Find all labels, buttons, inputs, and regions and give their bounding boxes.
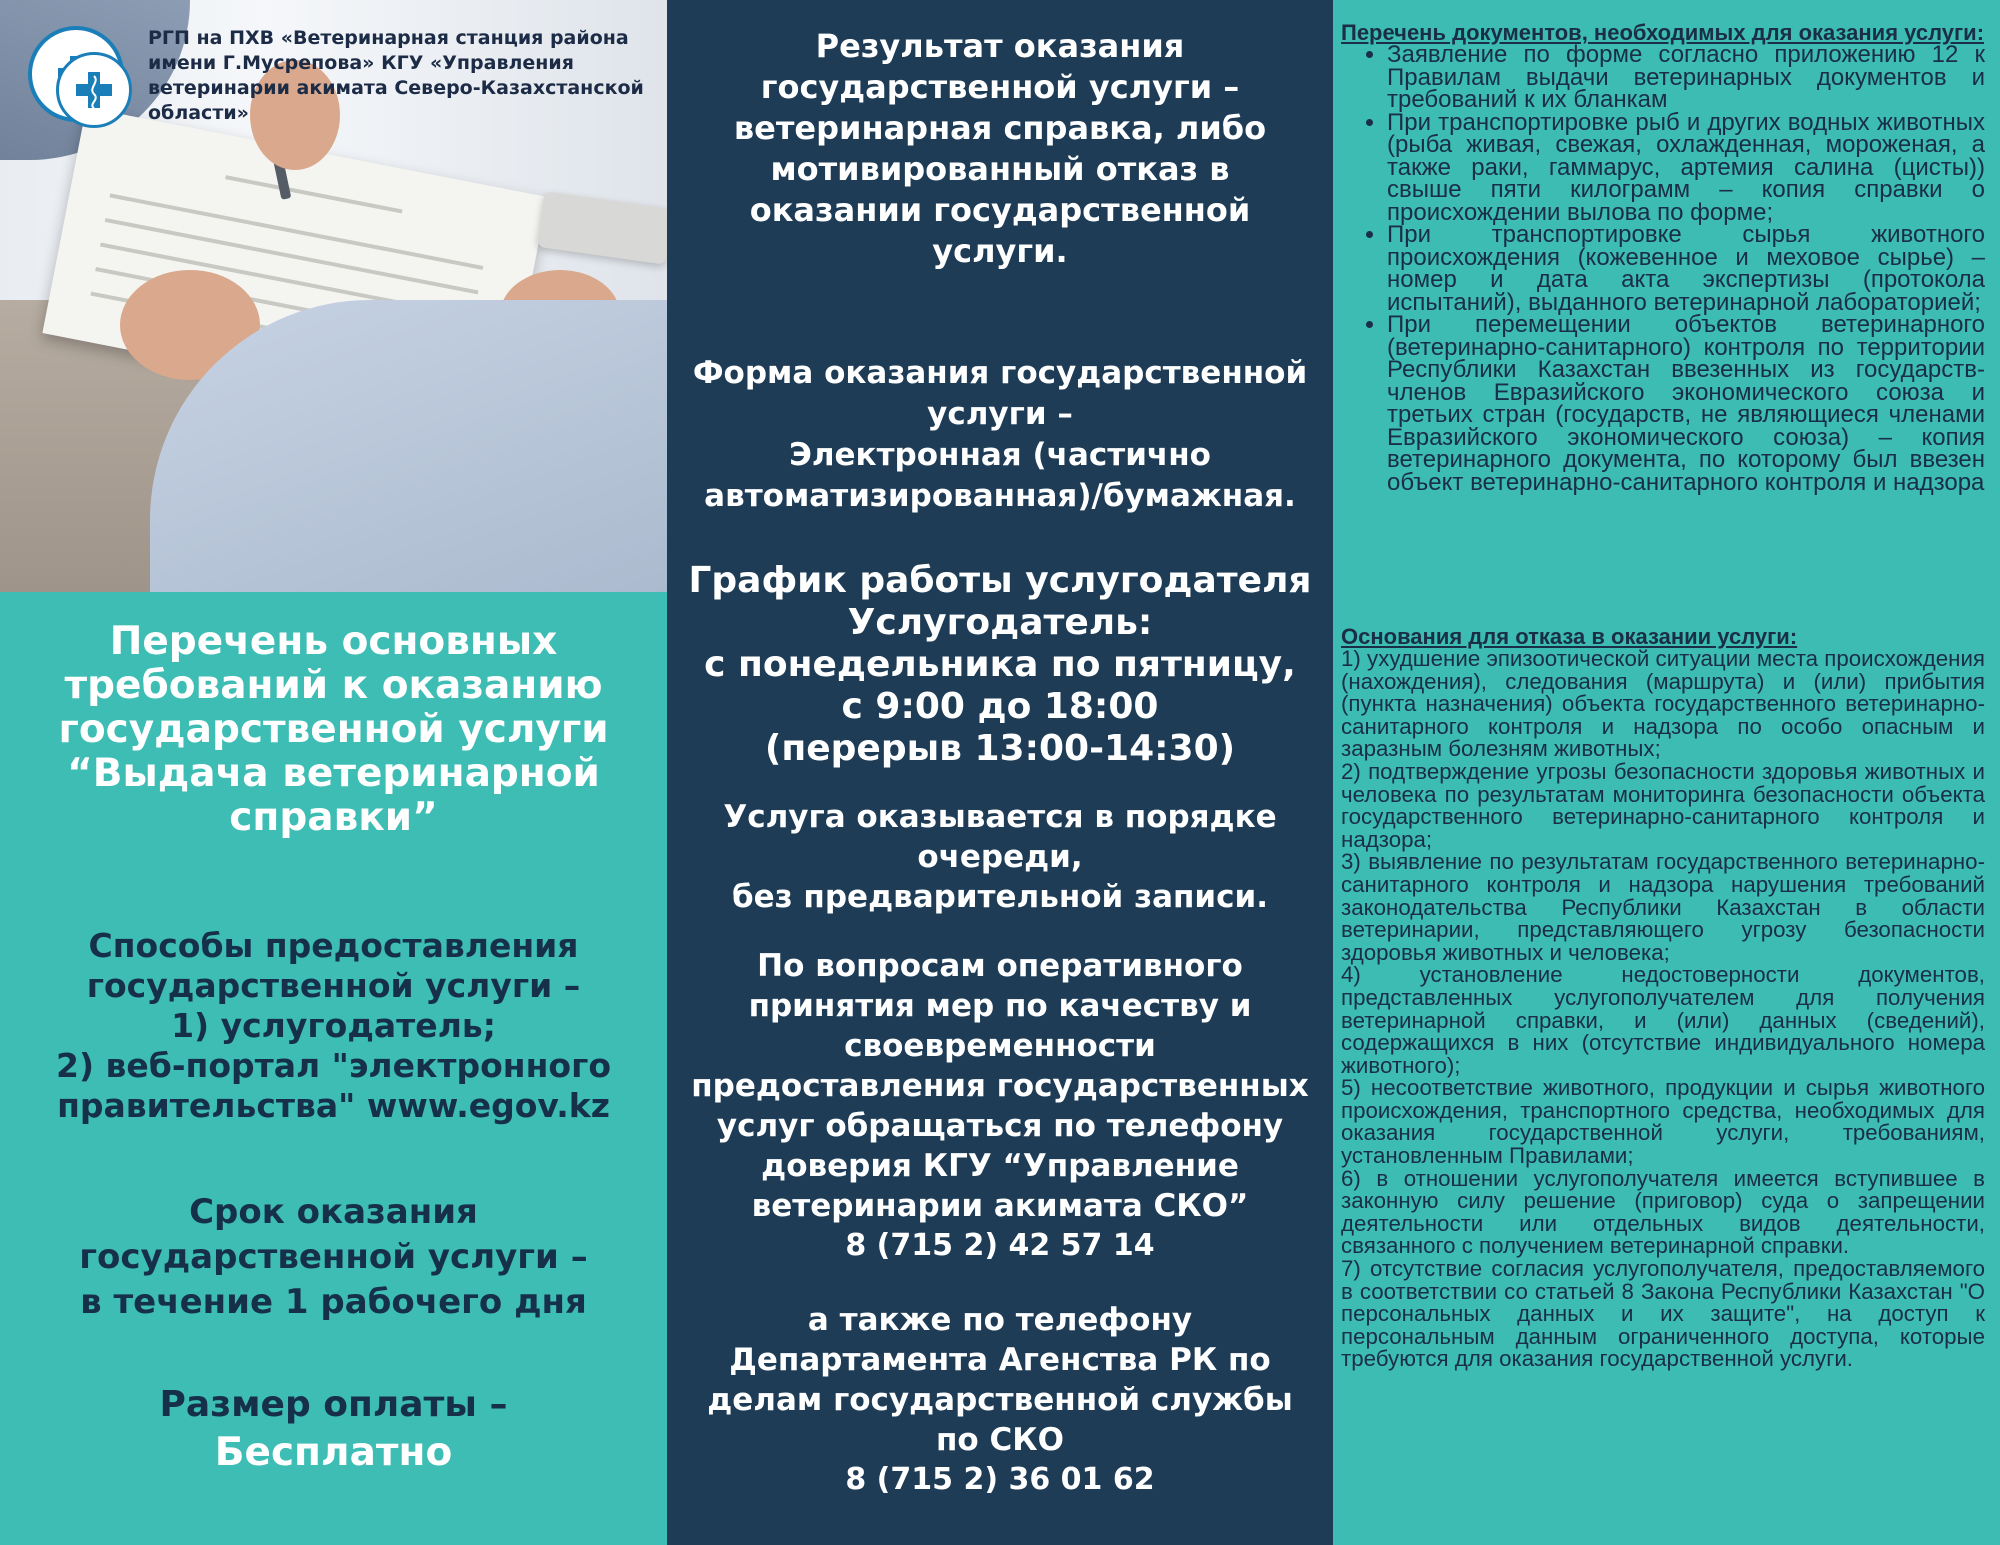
service-term: Срок оказания государственной услуги – в течение 1 рабочего дня <box>79 1192 588 1322</box>
department-info: а также по телефону Департамента Агенства РК по делам государственной службы по СКО 8 (715 2) 36 01 62 <box>667 1300 1333 1500</box>
vet-station-logo-secondary-icon <box>56 52 132 128</box>
list-item: • При перемещении объектов ветеринарного (ветеринарно-санитарного) контроля по территории Республики Казахстан ввезенных из государств-членов Евразийского экономического союза и третьих стран (государств, не являющиеся членами Евразийского экономического союза) – копия ветеринарного документа, по которому был ввезен объект ветеринарно-санитарного контроля и надзора <box>1387 314 1985 494</box>
list-item: 7) отсутствие согласия услугополучателя, предоставляемого в соответствии со статьей 8 Закона Республики Казахстан "О персональных данных и их защите", на доступ к персональным данным ограниченного доступа, которые требуются для оказания государственной услуги. <box>1341 1256 1985 1372</box>
service-form: Форма оказания государственной услуги – Электронная (частично автоматизированная)/бумажная. <box>692 355 1308 514</box>
list-item: 3) выявление по результатам государственного ветеринарно-санитарного контроля и надзора нарушения требований законодательства Республики Казахстан в области ветеринарии, представляющего угрозу безопасности здоровья животных и человека; <box>1341 849 1985 965</box>
middle-panel <box>667 0 1333 1545</box>
work-schedule: График работы услугодателя Услугодатель: с понедельника по пятницу, с 9:00 до 18:00 (перерыв 13:00-14:30) <box>688 560 1312 769</box>
hotline-info: По вопросам оперативного принятия мер по качеству и своевременности предоставления государственных услуг обращаться по телефону доверия КГУ “Управление ветеринарии акимата СКО” 8 (715 2) 42 57 14 <box>667 946 1333 1266</box>
refusal-grounds-heading: Основания для отказа в оказании услуги: <box>1341 624 1798 649</box>
hotline-phone[interactable]: 8 (715 2) 42 57 14 <box>845 1228 1155 1263</box>
department-phone[interactable]: 8 (715 2) 36 01 62 <box>845 1462 1155 1497</box>
list-item: • При транспортировке сырья животного происхождения (кожевенное и меховое сырье) – номер и дата акта экспертизы (протокола испытаний), выданного ветеринарной лабораторией; <box>1387 224 1985 314</box>
list-item: 4) установление недостоверности документов, представленных услугополучателем для получения ветеринарной справки, и (или) данных (сведений), содержащихся в них (отсутствие индивидуального номера животного); <box>1341 962 1985 1078</box>
refusal-grounds <box>1341 626 1985 1371</box>
left-panel <box>0 0 667 1545</box>
organization-name: РГП на ПХВ «Ветеринарная станция района имени Г.Мусрепова» КГУ «Управления ветеринарии акимата Северо-Казахстанской области» <box>148 27 644 124</box>
required-documents-list <box>1341 41 1985 496</box>
required-documents-heading: Перечень документов, необходимых для оказания услуги: <box>1341 20 1985 45</box>
list-item: 6) в отношении услугополучателя имеется вступившее в законную силу решение (приговор) суда о запрещении деятельности или отдельных видов деятельности, связанного с получением ветеринарной справки. <box>1341 1165 1985 1259</box>
list-item: • При транспортировке рыб и других водных животных (рыба живая, свежая, охлажденная, мороженая, а также раки, гаммарус, артемия салина (цисты)) свыше пяти килограмм – копия справки о происхождении вылова по форме; <box>1387 112 1985 225</box>
list-item: 1) ухудшение эпизоотической ситуации места происхождения (нахождения), следования (маршрута) и (или) прибытия (пункта назначения) объекта государственного ветеринарно-санитарного контроля и надзора по особо опасным и заразным болезням животных; <box>1341 646 1985 762</box>
payment-label: Размер оплаты – <box>159 1384 508 1425</box>
service-title: Перечень основных требований к оказанию государственной услуги “Выдача ветеринарной справки” <box>58 619 609 840</box>
list-item: • Заявление по форме согласно приложению 12 к Правилам выдачи ветеринарных документов и требований к их бланкам <box>1387 44 1985 112</box>
list-item: 5) несоответствие животного, продукции и сырья животного происхождения, транспортного средства, необходимых для оказания государственной услуги, требованиям, установленным Правилами; <box>1341 1075 1985 1169</box>
required-documents <box>1341 22 1985 494</box>
queue-info: Услуга оказывается в порядке очереди, без предварительной записи. <box>723 799 1277 915</box>
right-panel <box>1333 0 2000 1545</box>
service-methods: Способы предоставления государственной услуги – 1) услугодатель; 2) веб-портал "электронного правительства" www.egov.kz <box>56 926 611 1125</box>
payment-value: Бесплатно <box>214 1430 453 1475</box>
service-result: Результат оказания государственной услуги – ветеринарная справка, либо мотивированный отказ в оказании государственной услуги. <box>733 27 1267 270</box>
list-item: 2) подтверждение угрозы безопасности здоровья животных и человека по результатам мониторинга безопасности объекта государственного ветеринарно-санитарного контроля и надзора; <box>1341 758 1985 852</box>
